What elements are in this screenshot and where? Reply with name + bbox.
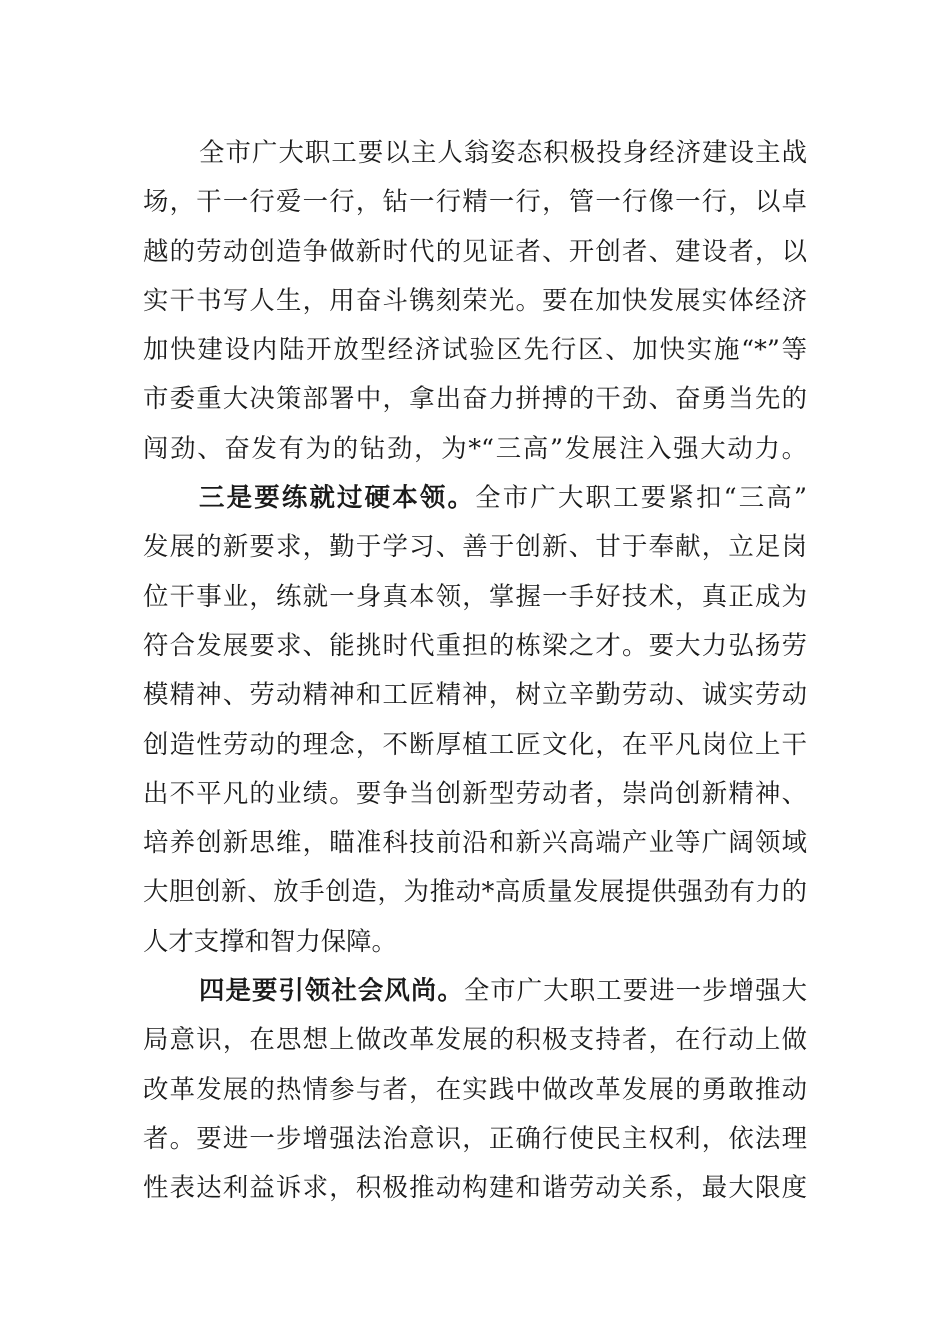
text-line: 全市广大职工要以主人翁姿态积极投身经济建设主战 [199, 137, 807, 167]
text-line: 者。要进一步增强法治意识，正确行使民主权利，依法理 [143, 1122, 807, 1153]
paragraph-economy [143, 128, 807, 473]
text-line: 人才支撑和智力保障。 [143, 925, 397, 956]
text-line: 场，干一行爱一行，钻一行精一行，管一行像一行，以卓 [143, 186, 807, 217]
text-line: 创造性劳动的理念，不断厚植工匠文化，在平凡岗位上干 [143, 728, 807, 759]
text-line: 出不平凡的业绩。要争当创新型劳动者，崇尚创新精神、 [143, 777, 807, 808]
text-line: 培养创新思维，瞄准科技前沿和新兴高端产业等广阔领域 [143, 827, 807, 858]
paragraph-skills [143, 473, 807, 966]
section-heading: 四是要引领社会风尚。 [199, 975, 464, 1006]
text-line: 模精神、劳动精神和工匠精神，树立辛勤劳动、诚实劳动 [143, 679, 807, 710]
text-line: 市委重大决策部署中，拿出奋力拼搏的干劲、奋勇当先的 [143, 383, 807, 414]
text-line: 三是要练就过硬本领。全市广大职工要紧扣“三高” [199, 482, 808, 513]
paragraph-social [143, 966, 807, 1212]
text-line: 性表达利益诉求，积极推动构建和谐劳动关系，最大限度 [143, 1172, 807, 1203]
text-line: 改革发展的热情参与者，在实践中做改革发展的勇敢推动 [143, 1073, 807, 1104]
text-line: 局意识，在思想上做改革发展的积极支持者，在行动上做 [143, 1024, 807, 1055]
text-line: 越的劳动创造争做新时代的见证者、开创者、建设者，以 [143, 235, 807, 266]
text-line: 四是要引领社会风尚。全市广大职工要进一步增强大 [199, 975, 808, 1006]
text-line: 发展的新要求，勤于学习、善于创新、甘于奉献，立足岗 [143, 531, 807, 562]
section-heading: 三是要练就过硬本领。 [199, 482, 476, 513]
document-body [143, 128, 807, 1213]
text-line: 闯劲、奋发有为的钻劲，为*“三高”发展注入强大动力。 [143, 432, 807, 463]
text-line: 位干事业，练就一身真本领，掌握一手好技术，真正成为 [143, 580, 807, 611]
text-line: 实干书写人生，用奋斗镌刻荣光。要在加快发展实体经济 [143, 284, 807, 315]
text-line: 大胆创新、放手创造，为推动*高质量发展提供强劲有力的 [143, 876, 807, 907]
text-line: 加快建设内陆开放型经济试验区先行区、加快实施“*”等 [143, 334, 807, 365]
text-line: 符合发展要求、能挑时代重担的栋梁之才。要大力弘扬劳 [143, 629, 807, 660]
